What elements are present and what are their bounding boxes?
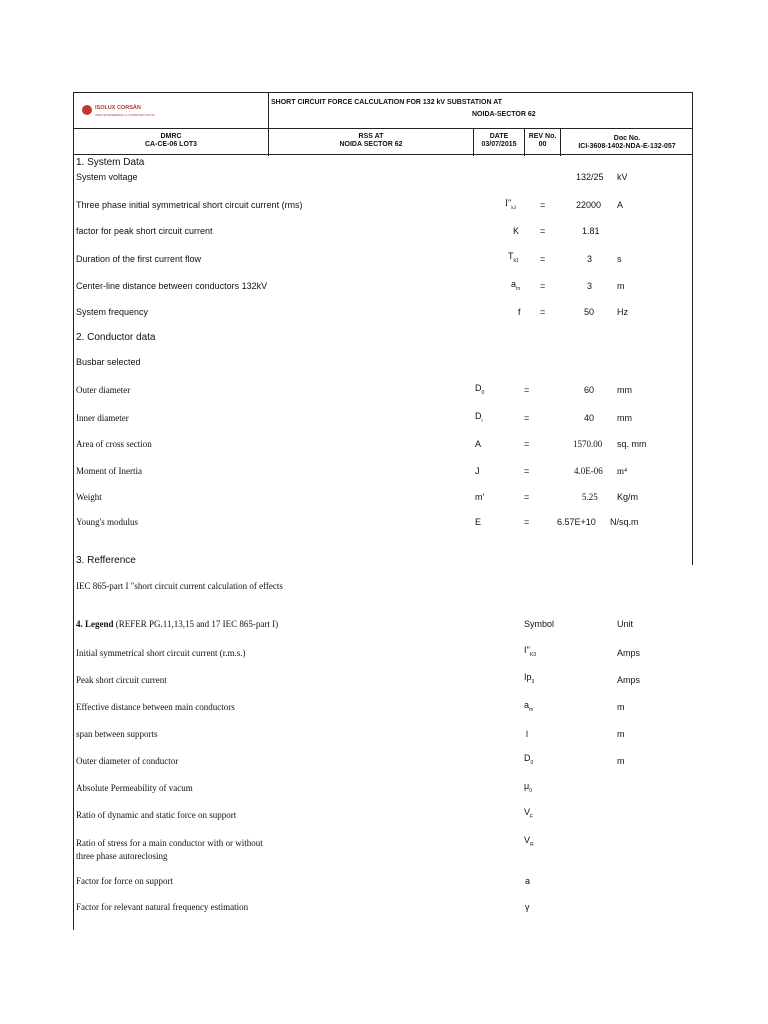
legend-unit: m [617,702,625,712]
row-symbol: $I''_{k3}$ [505,198,517,211]
row-value: 22000 [576,200,602,210]
legend-label: Outer diameter of conductor [76,756,179,766]
legend-symbol: l [526,729,528,739]
right-border-line [692,155,693,565]
section-heading-legend: 4. Legend (REFER PG.11,13,15 and 17 IEC 865-part I) [76,619,279,629]
busbar-selected-label: Busbar selected [76,357,141,367]
contract-number: CA-CE-06 LOT3 [144,141,198,148]
legend-symbol: $D_0$ [524,753,534,766]
row-equals: = [524,492,530,502]
row-equals: = [524,517,530,527]
date-value: 03/07/2015 [481,141,517,148]
legend-label: Initial symmetrical short circuit current (r.m.s.) [76,648,246,658]
rev-label: REV No. [528,133,557,140]
row-equals: = [524,439,530,449]
legend-unit: Amps [617,675,641,685]
row-unit: A [617,200,624,210]
row-equals: = [524,466,530,476]
legend-symbol-header: Symbol [524,619,555,629]
legend-label: Effective distance between main conductors [76,702,235,712]
legend-label: Factor for force on support [76,876,173,886]
row-label: Area of cross section [76,439,152,449]
row-unit: mm [617,413,632,423]
row-equals: = [540,200,546,210]
row-equals: = [540,307,546,317]
row-equals: = [540,226,546,236]
row-symbol: A [475,439,482,449]
row-unit: s [617,254,622,264]
row-label: Young's modulus [76,517,138,527]
row-value: 1570.00 [573,439,603,449]
legend-symbol: a [525,876,531,886]
rev-value: 00 [538,141,547,148]
row-symbol: J [475,466,480,476]
logo-name: ISOLUX CORSÁN [95,105,141,111]
date-cell [474,129,525,156]
row-unit: N/sq.m [610,517,639,527]
legend-symbol: $I''_{K3}$ [524,645,537,658]
row-label: System frequency [76,307,149,317]
logo-subtitle: INDIA ENGINEERING & CONSTRUCTIONS [95,113,155,117]
row-equals: = [524,413,530,423]
row-symbol: E [475,517,482,527]
row-label: factor for peak short circuit current [76,226,213,236]
document-header [73,92,693,155]
row-label: Three phase initial symmetrical short circuit current (rms) [76,200,303,210]
row-value: 132/25 [576,172,604,182]
legend-symbol: $a_m$ [524,700,534,713]
legend-symbol: $V_R$ [524,835,534,848]
rss-value: NOIDA SECTOR 62 [339,141,403,148]
row-value: 40 [584,413,595,423]
row-symbol: K [513,226,520,236]
legend-label: span between supports [76,729,158,739]
row-value: 1.81 [582,226,600,236]
left-border-line [73,155,74,930]
row-value: 3 [587,254,593,264]
row-label: Center-line distance between conductors 132kV [76,281,268,291]
row-symbol: $a_m$ [511,279,521,292]
legend-label: Factor for relevant natural frequency estimation [76,902,249,912]
client-name: DMRC [160,133,182,140]
row-unit: Kg/m [617,492,639,502]
legend-unit: Amps [617,648,641,658]
row-equals: = [524,385,530,395]
legend-unit: m [617,729,625,739]
row-equals: = [540,254,546,264]
row-equals: = [540,281,546,291]
row-label: Outer diameter [76,385,131,395]
row-label: Duration of the first current flow [76,254,202,264]
row-symbol: $D_0$ [475,383,485,396]
doc-label: Doc No. [613,135,641,142]
legend-label: Ratio of dynamic and static force on support [76,810,237,820]
legend-symbol: γ [525,902,530,912]
logo-cell [74,93,269,128]
date-label: DATE [489,133,509,140]
row-unit: sq. mm [617,439,647,449]
row-symbol: $D_i$ [475,411,483,424]
section-heading-conductor-data: 2. Conductor data [76,332,156,343]
rss-cell [269,129,474,156]
row-label: Inner diameter [76,413,129,423]
legend-symbol: $Ip_3$ [524,672,535,685]
legend-symbol: $\mu_0$ [524,781,532,794]
row-unit: Hz [617,307,628,317]
row-unit: m [617,281,625,291]
legend-label-continued: three phase autoreclosing [76,851,168,861]
title-line-1: SHORT CIRCUIT FORCE CALCULATION FOR 132 kV SUBSTATION AT [271,99,503,106]
row-symbol: $T_{k1}$ [508,251,519,264]
title-line-2: NOIDA-SECTOR 62 [472,111,536,118]
row-value: 50 [584,307,595,317]
row-label: Moment of Inertia [76,466,142,476]
row-label: System voltage [76,172,138,182]
legend-label: Peak short circuit current [76,675,167,685]
legend-symbol: $V_F$ [524,807,534,820]
row-symbol: f [518,307,521,317]
legend-label: Absolute Permeability of vacum [76,783,193,793]
title-cell [269,93,692,128]
row-unit: mm [617,385,632,395]
doc-value: ICI-3608-1402-NDA-E-132-057 [578,143,676,150]
doc-cell [561,129,693,156]
logo-mark-icon [82,105,92,115]
row-symbol: m' [475,492,485,502]
row-unit: kV [617,172,628,182]
header-info-row [74,128,692,156]
section-heading-system-data: 1. System Data [76,157,145,168]
legend-unit: m [617,756,625,766]
row-unit: m⁴ [617,466,628,476]
row-value: 6.57E+10 [557,517,596,527]
rss-label: RSS AT [358,133,384,140]
legend-unit-header: Unit [617,619,634,629]
row-value: 5.25 [582,492,598,502]
row-value: 3 [587,281,593,291]
section-heading-reference: 3. Refference [76,555,136,566]
row-value: 4.0E-06 [574,466,603,476]
rev-cell [525,129,561,156]
row-label: Weight [76,492,102,502]
company-logo [82,103,155,119]
row-value: 60 [584,385,595,395]
reference-text: IEC 865-part I "short circuit current calculation of effects [76,581,283,591]
legend-label: Ratio of stress for a main conductor with or without [76,838,263,848]
client-cell [74,129,269,156]
